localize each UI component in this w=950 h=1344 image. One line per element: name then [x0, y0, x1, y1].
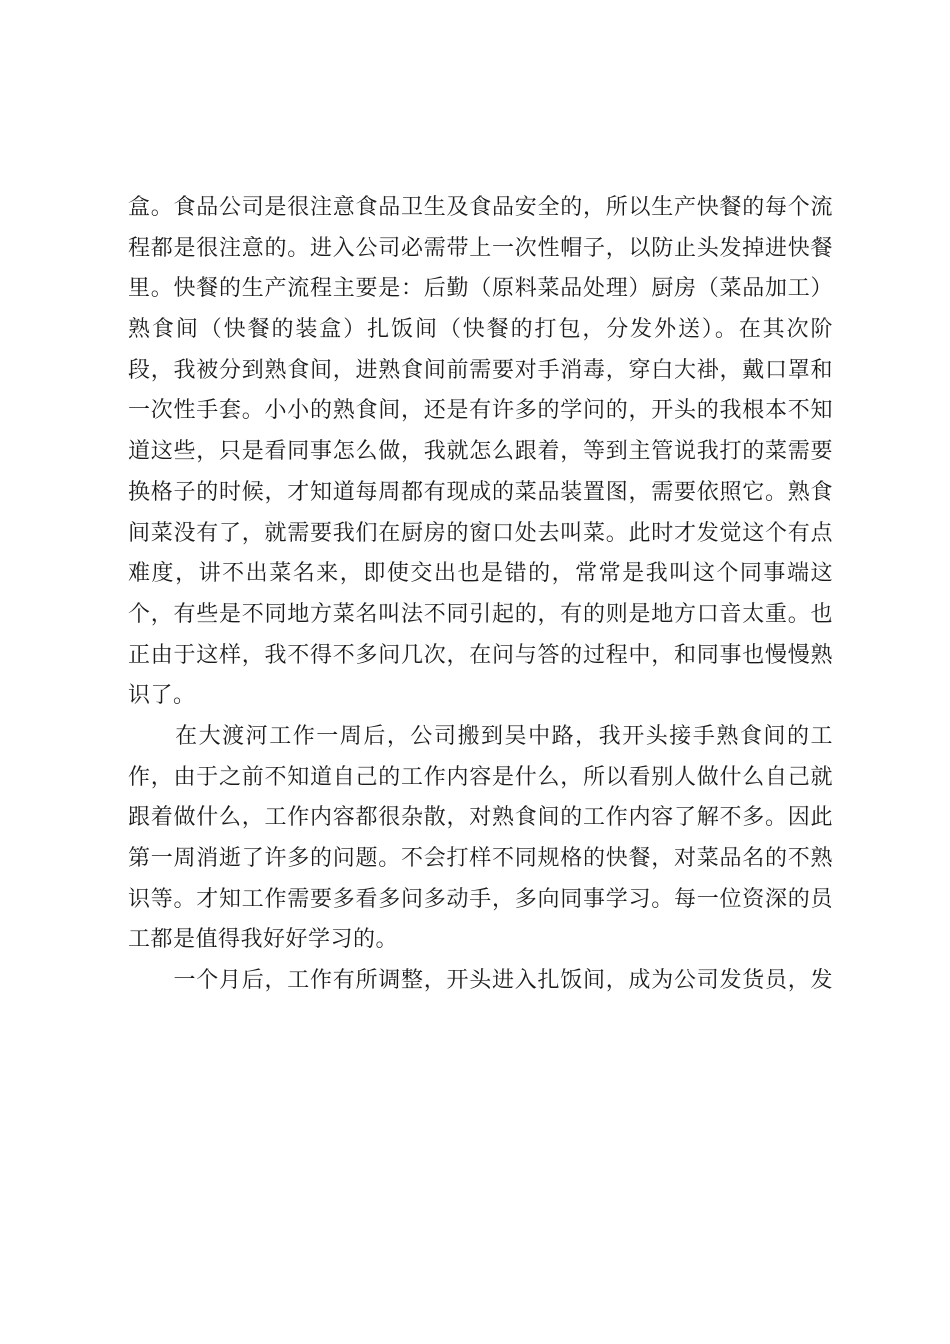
text-line: 段，我被分到熟食间，进熟食间前需要对手消毒，穿白大褂，戴口罩和	[128, 357, 833, 383]
body-text	[128, 188, 833, 1002]
text-line: 工都是值得我好好学习的。	[128, 927, 399, 953]
text-line: 作，由于之前不知道自己的工作内容是什么，所以看别人做什么自己就	[128, 764, 833, 790]
text-line: 程都是很注意的。进入公司必需带上一次性帽子，以防止头发掉进快餐	[128, 235, 833, 261]
text-line: 换格子的时候，才知道每周都有现成的菜品装置图，需要依照它。熟食	[128, 479, 833, 505]
text-line: 在大渡河工作一周后，公司搬到吴中路，我开头接手熟食间的工	[128, 723, 833, 749]
text-line: 一次性手套。小小的熟食间，还是有许多的学问的，开头的我根本不知	[128, 398, 833, 424]
text-line: 跟着做什么，工作内容都很杂散，对熟食间的工作内容了解不多。因此	[128, 805, 833, 831]
text-line: 熟食间（快餐的装盒）扎饭间（快餐的打包，分发外送）。在其次阶	[128, 317, 833, 343]
text-line: 道这些，只是看同事怎么做，我就怎么跟着，等到主管说我打的菜需要	[128, 439, 833, 465]
text-line: 难度，讲不出菜名来，即使交出也是错的，常常是我叫这个同事端这	[128, 561, 833, 587]
text-line: 正由于这样，我不得不多问几次，在问与答的过程中，和同事也慢慢熟	[128, 642, 833, 668]
text-line: 个，有些是不同地方菜名叫法不同引起的，有的则是地方口音太重。也	[128, 601, 833, 627]
text-line: 第一周消逝了许多的问题。不会打样不同规格的快餐，对菜品名的不熟	[128, 846, 833, 871]
text-line: 一个月后，工作有所调整，开头进入扎饭间，成为公司发货员，发	[128, 968, 833, 994]
text-line: 间菜没有了，就需要我们在厨房的窗口处去叫菜。此时才发觉这个有点	[128, 520, 833, 546]
text-line: 识了。	[128, 683, 196, 709]
text-line: 盒。食品公司是很注意食品卫生及食品安全的，所以生产快餐的每个流	[128, 195, 833, 220]
text-line: 里。快餐的生产流程主要是：后勤（原料菜品处理）厨房（菜品加工）	[128, 276, 833, 302]
text-line: 识等。才知工作需要多看多问多动手，多向同事学习。每一位资深的员	[128, 886, 833, 912]
